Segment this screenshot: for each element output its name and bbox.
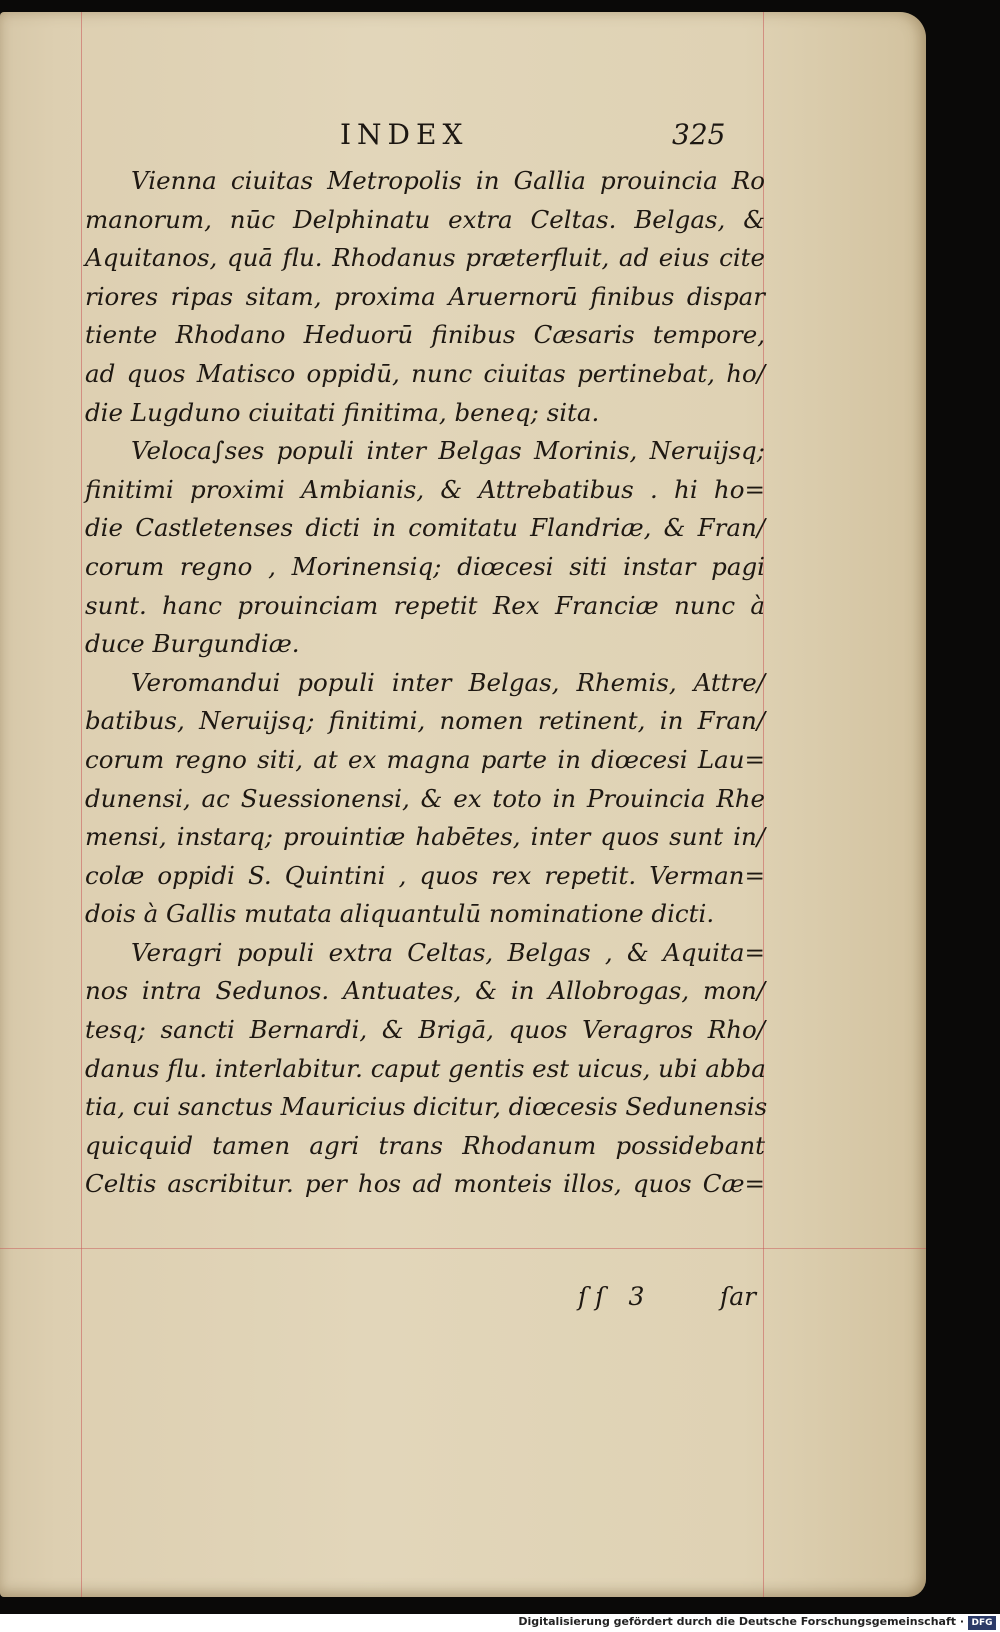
text-line: ad quos Matisco oppidū, nunc ciuitas pertinebat, ho/ [85,358,765,388]
text-line: colæ oppidi S. Quintini , quos rex repetit. Verman= [85,860,765,890]
text-line: tiente Rhodano Heduorū finibus Cæsaris tempore, [85,320,765,350]
page-header [0,118,926,158]
text-line: riores ripas sitam, proxima Aruernorū finibus dispar [85,281,765,311]
text-line: Veromandui populi inter Belgas, Rhemis, Attre∕ [131,667,765,697]
text-line: mensi, instarq; prouintiæ habētes, inter quos sunt in∕ [85,822,765,852]
text-line: batibus, Neruijsq; finitimi, nomen retinent, in Fran/ [85,706,765,736]
page-number: 325 [672,118,726,151]
text-line: tesq; sancti Bernardi, & Brigā, quos Veragros Rho/ [85,1015,765,1045]
text-line: quicquid tamen agri trans Rhodanum possidebant [85,1130,765,1160]
text-line: tia, cui sanctus Mauricius dicitur, diœcesis Sedunensis [85,1092,768,1122]
running-head: INDEX [340,118,469,151]
text-line: dois à Gallis mutata aliquantulū nominatione dicti. [85,899,715,929]
book-page [0,12,926,1597]
page-footer [0,1282,926,1322]
index-text [85,162,768,1204]
margin-rule-left [81,12,82,1597]
text-line: Celtis ascribitur. per hos ad monteis illos, quos Cæ= [85,1169,765,1199]
catchword: ſar [720,1282,757,1311]
text-line: nos intra Sedunos. Antuates, & in Allobrogas, mon/ [85,976,765,1006]
text-line: manorum, nūc Delphinatu extra Celtas. Belgas, & [85,204,765,234]
credit-bar [0,1614,1000,1632]
margin-rule-bottom [0,1248,926,1249]
text-line: Veloca∫ses populi inter Belgas Morinis, Neruijsq; [131,436,765,466]
text-line: die Castletenses dicti in comitatu Flandriæ, & Fran∕ [85,513,765,543]
text-line: dunensi, ac Suessionensi, & ex toto in Prouincia Rhe [85,783,765,813]
text-line: Aquitanos, quā flu. Rhodanus præterfluit, ad eius cite [85,243,765,273]
dfg-logo-icon: DFG [968,1616,996,1630]
text-line: Vienna ciuitas Metropolis in Gallia prouincia Ro [131,166,765,195]
text-line: sunt. hanc prouinciam repetit Rex Franciæ nunc à [85,590,765,620]
text-line: danus flu. interlabitur. caput gentis est uicus, ubi abba [85,1053,766,1083]
text-line: finitimi proximi Ambianis, & Attrebatibus . hi ho= [85,474,765,504]
funding-credit: Digitalisierung gefördert durch die Deutsche Forschungsgemeinschaft · [518,1615,964,1628]
text-line: die Lugduno ciuitati finitima, beneq; sita. [85,397,600,427]
text-line: corum regno , Morinensiq; diœcesi siti instar pagi [85,551,765,581]
text-line: Veragri populi extra Celtas, Belgas , & Aquita= [131,937,765,967]
signature-mark: ſſ 3 [578,1282,653,1311]
text-line: corum regno siti, at ex magna parte in diœcesi Lau= [85,744,765,774]
text-line: duce Burgundiæ. [85,629,300,659]
